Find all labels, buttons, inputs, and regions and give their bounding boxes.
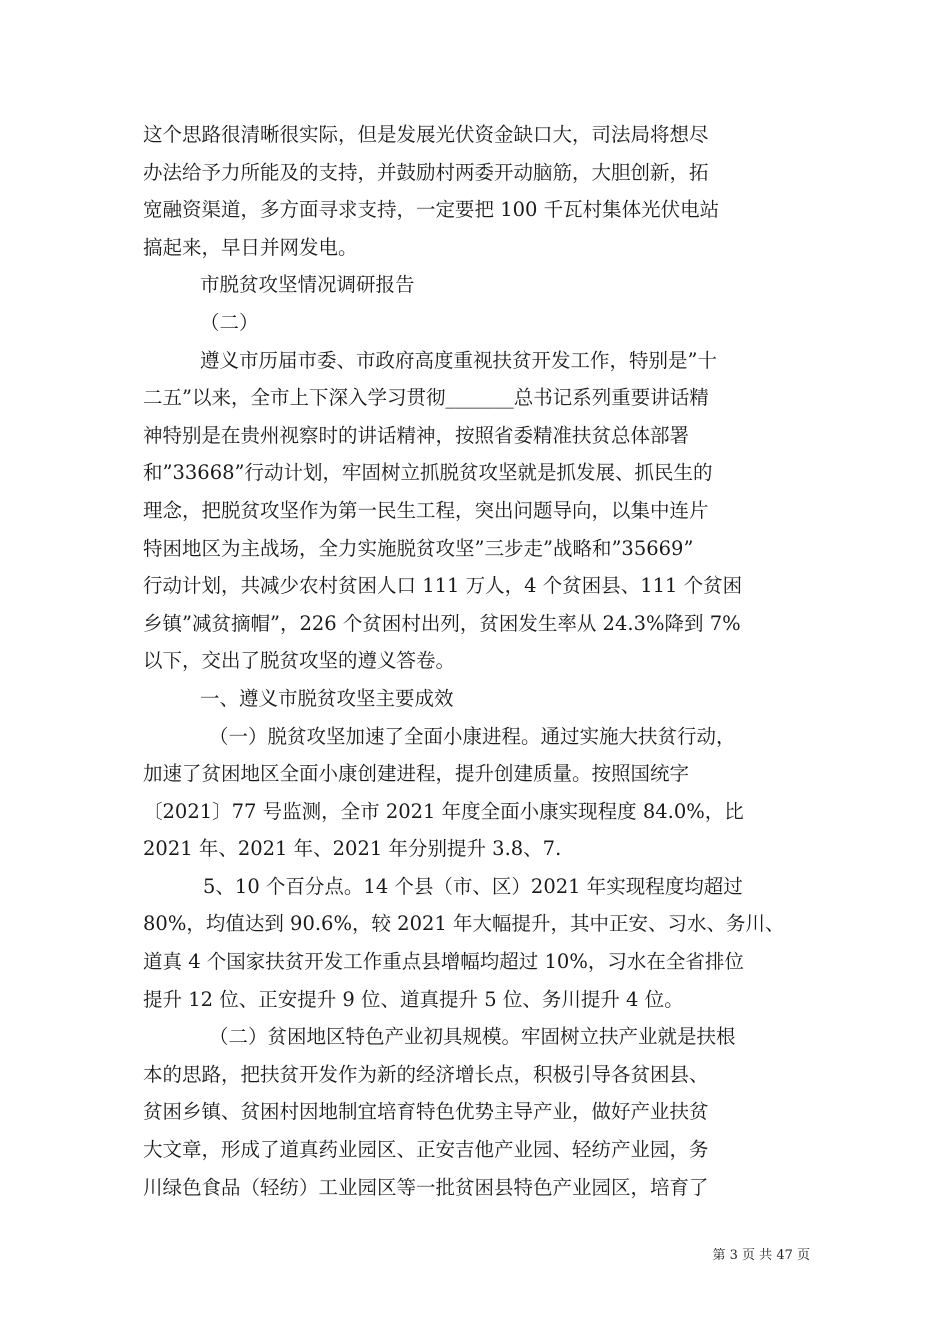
text-line: 大文章，形成了道真药业园区、正安吉他产业园、轻纺产业园，务 (143, 1138, 709, 1162)
text-line: 宽融资渠道，多方面寻求支持，一定要把 100 千瓦村集体光伏电站 (143, 198, 720, 222)
section-subtitle: （二） (200, 310, 259, 334)
text-line: 办法给予力所能及的支持，并鼓励村两委开动脑筋，大胆创新，拓 (143, 160, 709, 184)
text-line: 川绿色食品（轻纺）工业园区等一批贫困县特色产业园区，培育了 (143, 1175, 709, 1199)
text-line: 遵义市历届市委、市政府高度重视扶贫开发工作，特别是”十 (200, 348, 717, 372)
text-line: 和”33668”行动计划，牢固树立抓脱贫攻坚就是抓发展、抓民生的 (143, 461, 713, 485)
text-line: （一）脱贫攻坚加速了全面小康进程。通过实施大扶贫行动， (209, 724, 736, 748)
text-line: （二）贫困地区特色产业初具规模。牢固树立扶产业就是扶根 (209, 1025, 736, 1049)
text-line: 二五”以来，全市上下深入学习贯彻_______总书记系列重要讲话精 (143, 386, 709, 410)
text-line: 理念，把脱贫攻坚作为第一民生工程，突出问题导向，以集中连片 (143, 498, 709, 522)
section-title: 市脱贫攻坚情况调研报告 (200, 273, 415, 297)
text-line: 2021 年、2021 年、2021 年分别提升 3.8、7. (143, 837, 562, 861)
page-number-footer: 第 3 页 共 47 页 (712, 1248, 810, 1263)
text-line: 〔2021〕77 号监测，全市 2021 年度全面小康实现程度 84.0%，比 (143, 799, 744, 823)
text-line: 贫困乡镇、贫困村因地制宜培育特色优势主导产业，做好产业扶贫 (143, 1100, 709, 1124)
text-line: 道真 4 个国家扶贫开发工作重点县增幅均超过 10%，习水在全省排位 (143, 950, 744, 974)
text-line: 神特别是在贵州视察时的讲话精神，按照省委精准扶贫总体部署 (143, 423, 690, 447)
text-line: 本的思路，把扶贫开发作为新的经济增长点，积极引导各贫困县、 (143, 1062, 709, 1086)
text-line: 80%，均值达到 90.6%，较 2021 年大幅提升，其中正安、习水、务川、 (143, 912, 785, 936)
heading-line: 一、遵义市脱贫攻坚主要成效 (200, 686, 454, 710)
text-line: 搞起来，早日并网发电。 (143, 235, 358, 259)
text-line: 这个思路很清晰很实际，但是发展光伏资金缺口大，司法局将想尽 (143, 123, 709, 146)
text-line: 加速了贫困地区全面小康创建进程，提升创建质量。按照国统字 (143, 762, 690, 786)
text-line: 特困地区为主战场，全力实施脱贫攻坚”三步走”战略和”35669” (143, 536, 694, 560)
text-line: 乡镇”减贫摘帽”，226 个贫困村出列，贫困发生率从 24.3%降到 7% (143, 611, 741, 635)
text-line: 5、10 个百分点。14 个县（市、区）2021 年实现程度均超过 (203, 874, 743, 898)
document-body (143, 116, 813, 1206)
text-line: 以下，交出了脱贫攻坚的遵义答卷。 (143, 649, 456, 673)
text-line: 提升 12 位、正安提升 9 位、道真提升 5 位、务川提升 4 位。 (143, 987, 684, 1011)
text-line: 行动计划，共减少农村贫困人口 111 万人，4 个贫困县、111 个贫困 (143, 574, 743, 598)
